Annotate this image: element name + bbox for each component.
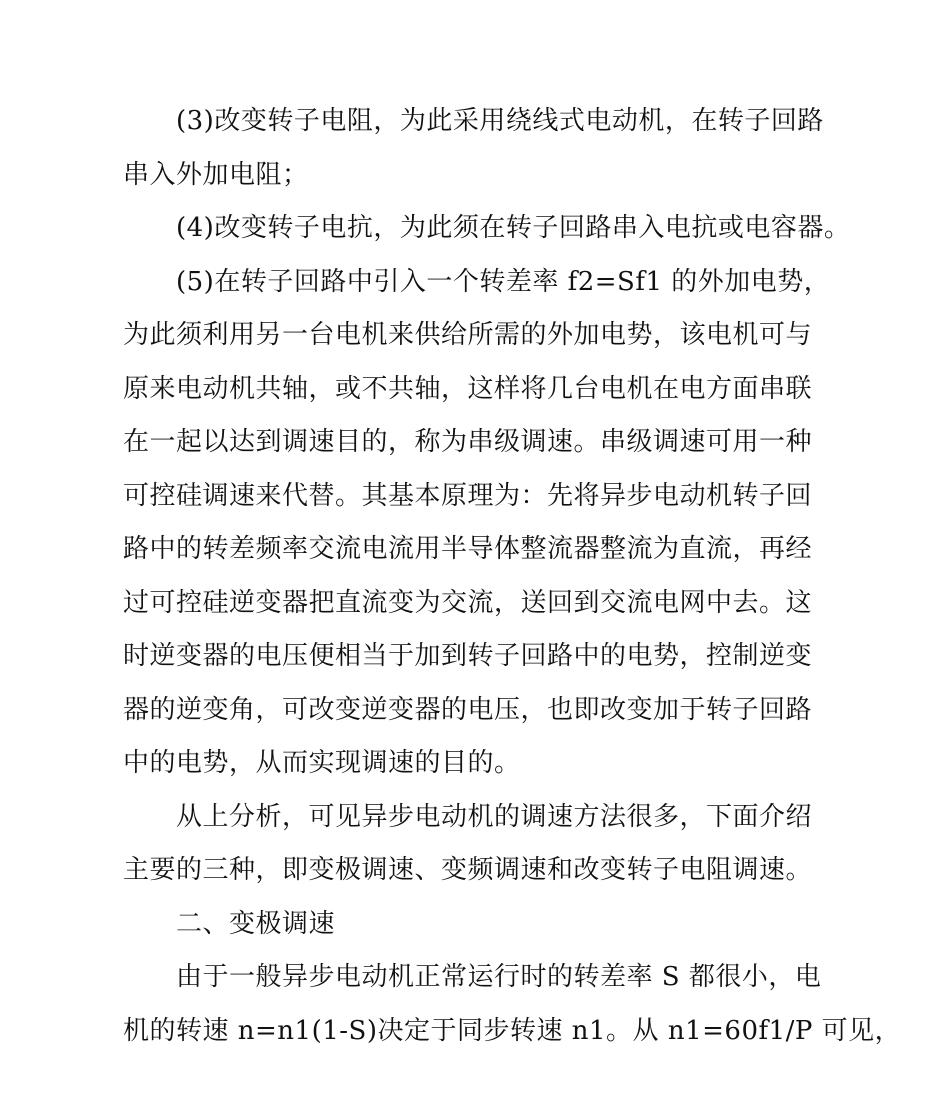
section-heading: 二、变极调速 <box>176 909 336 939</box>
paragraph-line: 时逆变器的电压便相当于加到转子回路中的电势，控制逆变 <box>123 641 813 671</box>
paragraph-line: (3)改变转子电阻，为此采用绕线式电动机，在转子回路 <box>176 106 824 136</box>
paragraph-line: 器的逆变角，可改变逆变器的电压，也即改变加于转子回路 <box>123 695 813 725</box>
paragraph-line: 路中的转差频率交流电流用半导体整流器整流为直流，再经 <box>123 534 813 564</box>
paragraph-line: 可控硅调速来代替。其基本原理为：先将异步电动机转子回 <box>123 481 813 511</box>
paragraph-line: (5)在转子回路中引入一个转差率 f2=Sf1 的外加电势， <box>176 267 831 297</box>
paragraph-line: (4)改变转子电抗，为此须在转子回路串入电抗或电容器。 <box>176 213 851 243</box>
paragraph-line: 串入外加电阻； <box>123 160 309 190</box>
paragraph-line: 在一起以达到调速目的，称为串级调速。串级调速可用一种 <box>123 427 813 457</box>
paragraph-line: 主要的三种，即变极调速、变频调速和改变转子电阻调速。 <box>123 855 813 885</box>
paragraph-line: 过可控硅逆变器把直流变为交流，送回到交流电网中去。这 <box>123 588 813 618</box>
paragraph-line: 由于一般异步电动机正常运行时的转差率 S 都很小，电 <box>176 962 822 992</box>
paragraph-line: 从上分析，可见异步电动机的调速方法很多，下面介绍 <box>176 802 813 832</box>
paragraph-line: 原来电动机共轴，或不共轴，这样将几台电机在电方面串联 <box>123 374 813 404</box>
paragraph-line: 机的转速 n=n1(1-S)决定于同步转速 n1。从 n1=60f1/P 可见， <box>123 1016 902 1046</box>
paragraph-line: 为此须利用另一台电机来供给所需的外加电势，该电机可与 <box>123 320 813 350</box>
paragraph-line: 中的电势，从而实现调速的目的。 <box>123 748 521 778</box>
